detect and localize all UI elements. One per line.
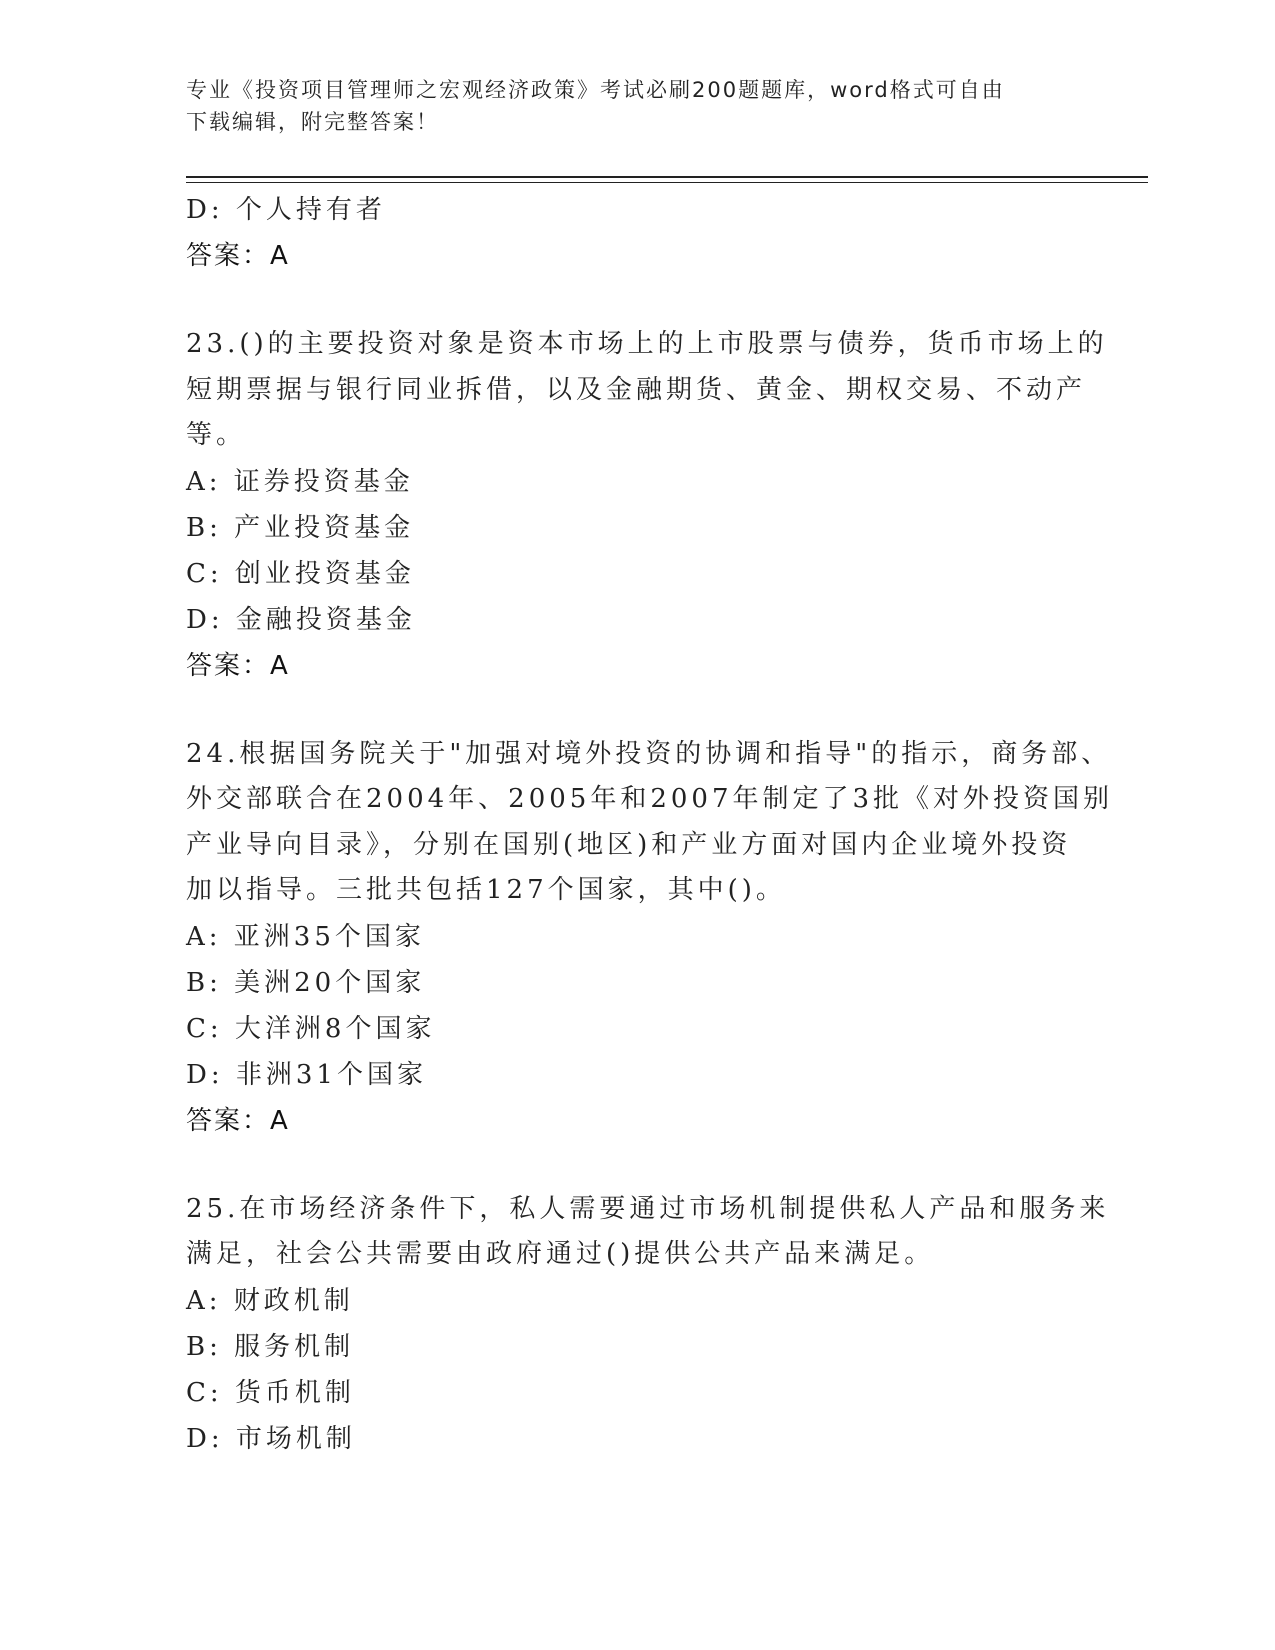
header-divider-thick (186, 176, 1148, 178)
option-a: A: 财政机制 (186, 1285, 354, 1316)
option-c: C: 创业投资基金 (186, 558, 415, 589)
header-line-1: 专业《投资项目管理师之宏观经济政策》考试必刷200题题库，word格式可自由 (186, 78, 1005, 102)
option-d: D: 非洲31个国家 (186, 1059, 427, 1090)
header-line-2: 下载编辑，附完整答案！ (186, 110, 439, 134)
question-25 (186, 1187, 1110, 1462)
option-c: C: 货币机制 (186, 1377, 355, 1408)
option-d: D: 金融投资基金 (186, 604, 416, 635)
answer-line: 答案：A (186, 241, 290, 271)
option-d: D: 个人持有者 (186, 195, 386, 225)
question-stem-line: 23.()的主要投资对象是资本市场上的上市股票与债券，货币市场上的 (186, 329, 1108, 359)
question-stem-line: 产业导向目录》，分别在国别(地区)和产业方面对国内企业境外投资 (186, 829, 1072, 860)
option-d: D: 市场机制 (186, 1423, 356, 1454)
question-stem-line: 等。 (186, 420, 247, 450)
document-header (186, 74, 1086, 138)
option-c: C: 大洋洲8个国家 (186, 1013, 436, 1044)
answer-line: 答案：A (186, 650, 290, 681)
answer-line: 答案：A (186, 1105, 290, 1136)
option-a: A: 证券投资基金 (186, 466, 414, 497)
question-stem-line: 加以指导。三批共包括127个国家，其中()。 (186, 875, 786, 905)
question-stem-line: 25.在市场经济条件下，私人需要通过市场机制提供私人产品和服务来 (186, 1193, 1110, 1224)
option-a: A: 亚洲35个国家 (186, 921, 425, 952)
question-stem-line: 24.根据国务院关于"加强对境外投资的协调和指导"的指示，商务部、 (186, 738, 1112, 769)
header-divider-thin (186, 182, 1148, 183)
question-stem-line: 短期票据与银行同业拆借，以及金融期货、黄金、期权交易、不动产 (186, 374, 1087, 405)
option-b: B: 美洲20个国家 (186, 967, 426, 998)
option-b: B: 产业投资基金 (186, 512, 415, 543)
question-stem-line: 外交部联合在2004年、2005年和2007年制定了3批《对外投资国别 (186, 784, 1114, 814)
option-b: B: 服务机制 (186, 1331, 355, 1362)
question-24 (186, 732, 1114, 1144)
document-body (186, 187, 1114, 1462)
question-23 (186, 322, 1108, 689)
question-stem-line: 满足，社会公共需要由政府通过()提供公共产品来满足。 (186, 1239, 935, 1269)
previous-question-tail (186, 187, 1086, 279)
